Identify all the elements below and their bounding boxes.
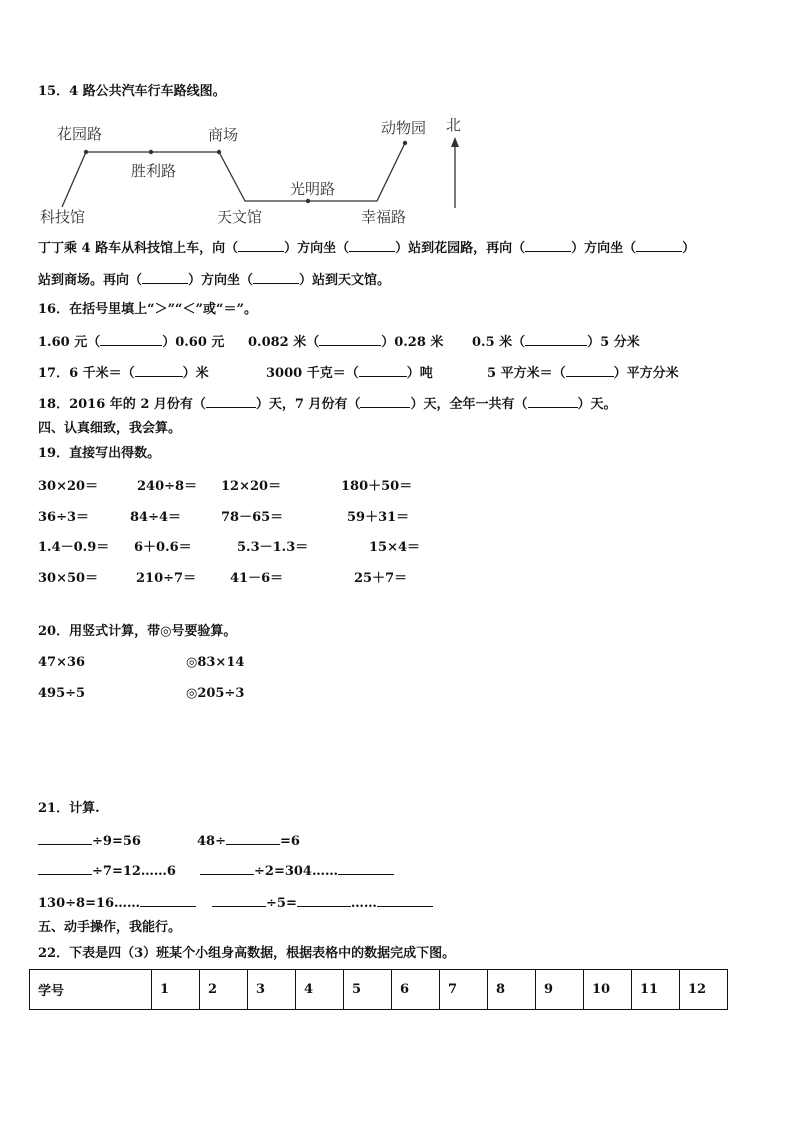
stop-dot-mall xyxy=(217,150,221,154)
q19-item: 41－6＝ xyxy=(230,571,284,586)
q19-item: 5.3－1.3＝ xyxy=(237,540,309,555)
q21-text: 130÷8=16…… xyxy=(38,896,141,911)
q19-item: 25＋7＝ xyxy=(354,571,408,586)
q18-text: ）天，全年一共有（ xyxy=(410,397,528,412)
stop-dot-zoo xyxy=(403,141,407,145)
q18-text: 18．2016 年的 2 月份有（ xyxy=(38,397,206,412)
q15-text-5: ） xyxy=(682,241,696,256)
q17-item-text: 17．6 千米＝（ xyxy=(38,366,135,381)
answer-blank[interactable] xyxy=(525,239,571,252)
q19-item: 78－65＝ xyxy=(221,510,284,525)
stop-dot-garden xyxy=(84,150,88,154)
q15-text-8: ）站到天文馆。 xyxy=(299,273,391,288)
q21-text: …… xyxy=(350,896,377,911)
table-header-cell: 学号 xyxy=(30,970,152,1010)
q15-text-6: 站到商场。再向（ xyxy=(38,273,143,288)
q17-item-3 xyxy=(487,364,679,382)
answer-blank[interactable] xyxy=(566,364,614,377)
q17-item-text: 3000 千克＝（ xyxy=(266,366,359,381)
q15-line1 xyxy=(38,239,695,257)
answer-blank[interactable] xyxy=(38,862,92,875)
answer-blank[interactable] xyxy=(349,239,395,252)
answer-blank[interactable] xyxy=(142,271,188,284)
q19-item: 59＋31＝ xyxy=(347,510,410,525)
q21-text: ÷9=56 xyxy=(92,834,141,849)
table-row xyxy=(30,970,728,1010)
section-4-heading: 四、认真细致，我会算。 xyxy=(38,421,182,436)
table-cell: 10 xyxy=(584,970,632,1010)
height-data-table xyxy=(29,969,728,1010)
q16-item-text: ）0.28 米 xyxy=(381,335,444,350)
q16-item-text: ）0.60 元 xyxy=(162,335,225,350)
q19-item: 1.4－0.9＝ xyxy=(38,540,110,555)
answer-blank[interactable] xyxy=(338,862,394,875)
q16-item-1 xyxy=(38,333,224,351)
stop-label-science: 科技馆 xyxy=(40,208,86,226)
stop-label-zoo: 动物园 xyxy=(381,119,427,137)
q21-text: ÷7=12……6 xyxy=(92,864,176,879)
stop-label-happiness: 幸福路 xyxy=(361,208,407,226)
answer-blank[interactable] xyxy=(212,894,266,907)
table-cell: 12 xyxy=(680,970,728,1010)
q15-line2 xyxy=(38,271,390,289)
q17-item-text: 5 平方米＝（ xyxy=(487,366,566,381)
q21-text: ÷5= xyxy=(266,896,297,911)
q21-item-4 xyxy=(200,862,394,880)
bus-route-map xyxy=(0,0,794,240)
q19-item: 240÷8＝ xyxy=(137,479,198,494)
north-label: 北 xyxy=(446,116,462,134)
q16-title: 16．在括号里填上“＞”“＜”或“＝”。 xyxy=(38,302,257,317)
section-5-heading: 五、动手操作，我能行。 xyxy=(38,920,182,935)
q20-item: 495÷5 xyxy=(38,686,86,701)
q19-item: 30×20＝ xyxy=(38,479,99,494)
route-line xyxy=(62,143,405,207)
q16-item-text: 1.60 元（ xyxy=(38,335,101,350)
q18-line xyxy=(38,395,617,413)
q16-item-3 xyxy=(472,333,640,351)
answer-blank[interactable] xyxy=(377,894,433,907)
answer-blank[interactable] xyxy=(636,239,682,252)
q19-item: 12×20＝ xyxy=(221,479,282,494)
answer-blank[interactable] xyxy=(200,862,254,875)
answer-blank[interactable] xyxy=(360,395,410,408)
q17-item-1 xyxy=(38,364,209,382)
answer-blank[interactable] xyxy=(100,333,162,346)
answer-blank[interactable] xyxy=(359,364,407,377)
table-cell: 5 xyxy=(344,970,392,1010)
q15-text-3: ）站到花园路，再向（ xyxy=(395,241,526,256)
answer-blank[interactable] xyxy=(226,832,280,845)
table-cell: 2 xyxy=(200,970,248,1010)
q15-text-2: ）方向坐（ xyxy=(284,241,350,256)
answer-blank[interactable] xyxy=(253,271,299,284)
q19-item: 30×50＝ xyxy=(38,571,99,586)
q15-text-1: 丁丁乘 4 路车从科技馆上车，向（ xyxy=(38,241,239,256)
q21-text: ÷2=304…… xyxy=(254,864,338,879)
q21-item-2 xyxy=(197,832,300,850)
stop-label-mall: 商场 xyxy=(208,126,239,144)
answer-blank[interactable] xyxy=(525,333,587,346)
table-cell: 7 xyxy=(440,970,488,1010)
q16-item-2 xyxy=(248,333,443,351)
q15-text-4: ）方向坐（ xyxy=(571,241,637,256)
north-arrowhead-icon xyxy=(451,137,459,147)
stop-label-observatory: 天文馆 xyxy=(217,208,263,226)
table-cell: 6 xyxy=(392,970,440,1010)
table-cell: 1 xyxy=(152,970,200,1010)
q17-item-text: ）米 xyxy=(182,366,209,381)
table-cell: 4 xyxy=(296,970,344,1010)
q17-item-text: ）吨 xyxy=(406,366,433,381)
q21-item-1 xyxy=(38,832,141,850)
q18-text: ）天，7 月份有（ xyxy=(255,397,361,412)
answer-blank[interactable] xyxy=(135,364,183,377)
q19-item: 210÷7＝ xyxy=(136,571,197,586)
table-cell: 8 xyxy=(488,970,536,1010)
q15-title: 15．4 路公共汽车行车路线图。 xyxy=(38,84,226,99)
stop-dot-victory xyxy=(149,150,153,154)
q19-title: 19．直接写出得数。 xyxy=(38,446,161,461)
answer-blank[interactable] xyxy=(297,894,351,907)
q17-item-text: ）平方分米 xyxy=(613,366,679,381)
q21-title: 21．计算. xyxy=(38,801,100,816)
answer-blank[interactable] xyxy=(238,239,284,252)
q15-text-7: ）方向坐（ xyxy=(188,273,254,288)
answer-blank[interactable] xyxy=(206,395,256,408)
q18-text: ）天。 xyxy=(577,397,617,412)
q19-item: 6＋0.6＝ xyxy=(134,540,192,555)
q19-item: 180＋50＝ xyxy=(341,479,413,494)
answer-blank[interactable] xyxy=(38,832,92,845)
q19-item: 15×4＝ xyxy=(369,540,421,555)
answer-blank[interactable] xyxy=(319,333,381,346)
stop-label-victory: 胜利路 xyxy=(131,162,177,180)
q17-item-2 xyxy=(266,364,433,382)
stop-dot-bright xyxy=(306,199,310,203)
q20-item: 47×36 xyxy=(38,655,86,670)
q21-text: =6 xyxy=(279,834,300,849)
q19-item: 36÷3＝ xyxy=(38,510,90,525)
stop-label-bright: 光明路 xyxy=(290,180,336,198)
q21-item-6 xyxy=(212,894,433,912)
q21-item-3 xyxy=(38,862,176,880)
answer-blank[interactable] xyxy=(140,894,196,907)
answer-blank[interactable] xyxy=(528,395,578,408)
q20-item: ◎83×14 xyxy=(186,655,245,670)
q16-item-text: 0.082 米（ xyxy=(248,335,320,350)
table-cell: 3 xyxy=(248,970,296,1010)
q19-item: 84÷4＝ xyxy=(130,510,182,525)
q21-text: 48÷ xyxy=(197,834,226,849)
stop-label-garden: 花园路 xyxy=(57,125,103,143)
q16-item-text: 0.5 米（ xyxy=(472,335,526,350)
table-cell: 11 xyxy=(632,970,680,1010)
q21-item-5 xyxy=(38,894,196,912)
q20-item: ◎205÷3 xyxy=(186,686,245,701)
q20-title: 20．用竖式计算，带◎号要验算。 xyxy=(38,624,237,639)
table-cell: 9 xyxy=(536,970,584,1010)
q16-item-text: ）5 分米 xyxy=(587,335,640,350)
q22-title: 22．下表是四（3）班某个小组身高数据，根据表格中的数据完成下图。 xyxy=(38,946,456,961)
